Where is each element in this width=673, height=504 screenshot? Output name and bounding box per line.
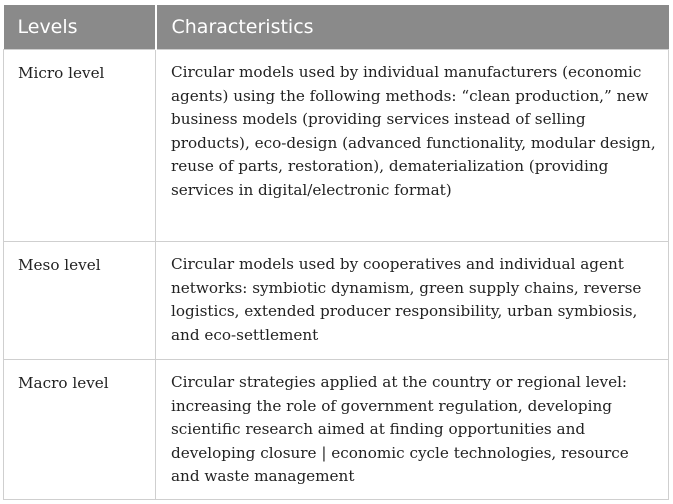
table-header <box>4 5 669 50</box>
level-cell: Micro level <box>4 50 156 242</box>
table-row-macro <box>4 360 669 500</box>
characteristics-cell: Circular strategies applied at the country or regional level: increasing the role of government regulation, developing scientific research aimed at finding opportunities and developing closure | economic cycle technologies, resource and waste management <box>156 360 669 500</box>
table-row-meso <box>4 242 669 360</box>
header-levels: Levels <box>4 5 156 50</box>
characteristics-cell: Circular models used by individual manufacturers (economic agents) using the following methods: “clean production,” new business models (providing services instead of selling products), eco-design (advanced functionality, modular design, reuse of parts, restoration), dematerialization (providing services in digital/electronic format) <box>156 50 669 242</box>
level-cell: Macro level <box>4 360 156 500</box>
header-row <box>4 5 669 50</box>
levels-characteristics-table <box>3 5 669 500</box>
characteristics-cell: Circular models used by cooperatives and individual agent networks: symbiotic dynamism, green supply chains, reverse logistics, extended producer responsibility, urban symbiosis, and eco-settlement <box>156 242 669 360</box>
header-characteristics: Characteristics <box>156 5 669 50</box>
level-cell: Meso level <box>4 242 156 360</box>
table-row-micro <box>4 50 669 242</box>
table-body <box>4 50 669 500</box>
